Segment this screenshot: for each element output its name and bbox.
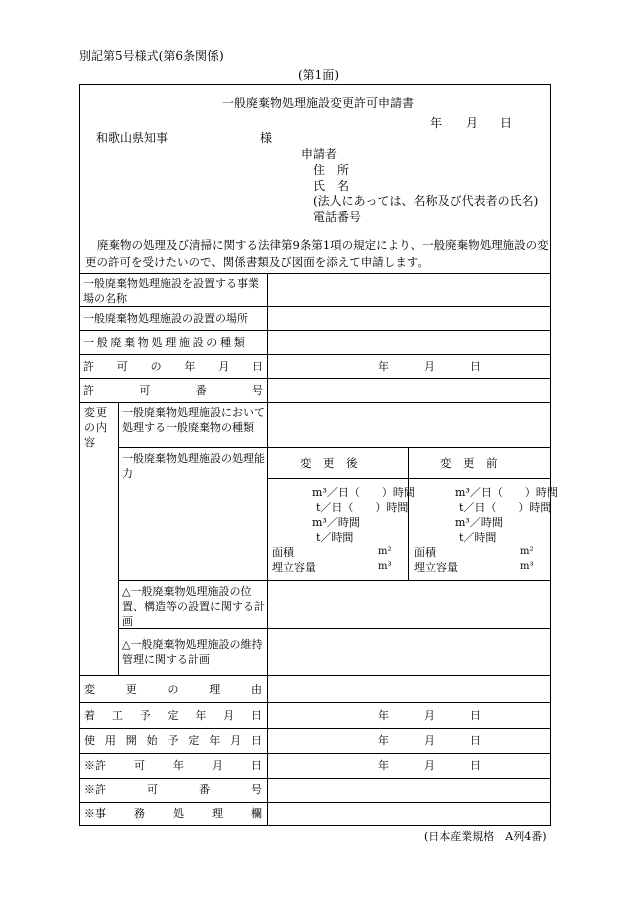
applicant-address: 住 所 — [313, 163, 350, 177]
form-number: 別記第5号様式(第6条関係) — [79, 49, 224, 63]
label-capacity: 一般廃棄物処理施設の処理能力 — [122, 452, 265, 480]
label-plan-maintenance: △一般廃棄物処理施設の維持管理に関する計画 — [122, 638, 263, 666]
date-day: 日 — [500, 116, 513, 130]
label-office-permit-date: ※許 可 年 月 日 — [84, 759, 262, 772]
label-reason: 変 更 の 理 由 — [84, 683, 262, 696]
label-permit-date: 許 可 の 年 月 日 — [83, 360, 263, 373]
label-use-start-date: 使 用 開 始 予 定 年 月 日 — [84, 734, 262, 747]
label-change-content: 変更の内容 — [84, 406, 108, 449]
label-office-permit-number: ※許 可 番 号 — [84, 783, 262, 796]
addressee-honorific: 様 — [260, 131, 273, 145]
applicant-label: 申請者 — [301, 147, 338, 161]
label-permit-number: 許 可 番 号 — [83, 384, 263, 397]
label-office-processing: ※事 務 処 理 欄 — [84, 807, 262, 820]
label-plan-construction: △一般廃棄物処理施設の位置、構造等の設置に関する計画 — [122, 585, 265, 628]
addressee-name: 和歌山県知事 — [96, 131, 169, 145]
footer-standard: (日本産業規格 A列4番) — [424, 830, 547, 843]
applicant-corp-note: (法人にあっては、名称及び代表者の氏名) — [313, 194, 539, 208]
label-waste-type: 一般廃棄物処理施設において処理する一般廃棄物の種類 — [122, 406, 265, 434]
form-title: 一般廃棄物処理施設変更許可申請書 — [222, 96, 415, 110]
face-number: (第1面) — [298, 68, 339, 82]
label-site-name: 一般廃棄物処理施設を設置する事業場の名称 — [83, 277, 259, 305]
application-statement: 廃棄物の処理及び清掃に関する法律第9条第1項の規定により、一般廃棄物処理施設の変更の許可を受けたいので、関係書類及び図面を添えて申請します。 — [85, 238, 549, 269]
applicant-name: 氏 名 — [313, 179, 350, 193]
applicant-phone: 電話番号 — [313, 210, 362, 224]
header-before: 変 更 前 — [440, 456, 498, 470]
header-after: 変 更 後 — [300, 456, 358, 470]
date-year: 年 — [430, 116, 443, 130]
form-page: 別記第5号様式(第6条関係) (第1面) 一般廃棄物処理施設変更許可申請書 年 月 日 和歌山県知事 様 申請者 住 所 氏 名 (法人にあっては、名称及び代表者の氏名) 電話番号 廃棄物の処理及び清掃に関する法律第9条第1項の規定により、一般廃棄物処理施設の変更の許可を受けたいので、関係書類及び図面を添えて申請します。 一般廃棄物処理施設を設置する事業場の名称 一般廃棄物処理施設の設置の場所 一般廃棄物処理施設の種類 許 可 の 年 月 日 許 可 番 号 年 月 日 変更の内容 一般廃棄物処理施設において処理する一般廃棄物の種類 一般廃棄物処理施設の処理能力 変 更 後 変 更 前 m³／日（ ）時間 t／日（ ）時間 m³／時間 t／時間 面積 m² 埋立容量 m³ m³／日（ ）時間 t／日（ ）時間 m³／時間 t／時間 面積 m² 埋立容量 m³ △一般廃棄物処理施設の位置、構造等の設置に関する計画 △一般廃棄物処理施設の維持管理に関する計画 変 更 の 理 由 着 工 予 定 年 月 日 使 用 開 始 予 定 年 月 日 ※許 可 年 月 日 ※許 可 番 号 ※事 務 処 理 欄 年 月 日 年 月 日 年 月 日 (日本産業規格 A列4番) — [79, 49, 558, 843]
label-location: 一般廃棄物処理施設の設置の場所 — [83, 312, 248, 325]
date-month: 月 — [466, 116, 479, 130]
label-facility-type: 一般廃棄物処理施設の種類 — [83, 336, 248, 349]
label-start-date: 着 工 予 定 年 月 日 — [84, 709, 262, 722]
